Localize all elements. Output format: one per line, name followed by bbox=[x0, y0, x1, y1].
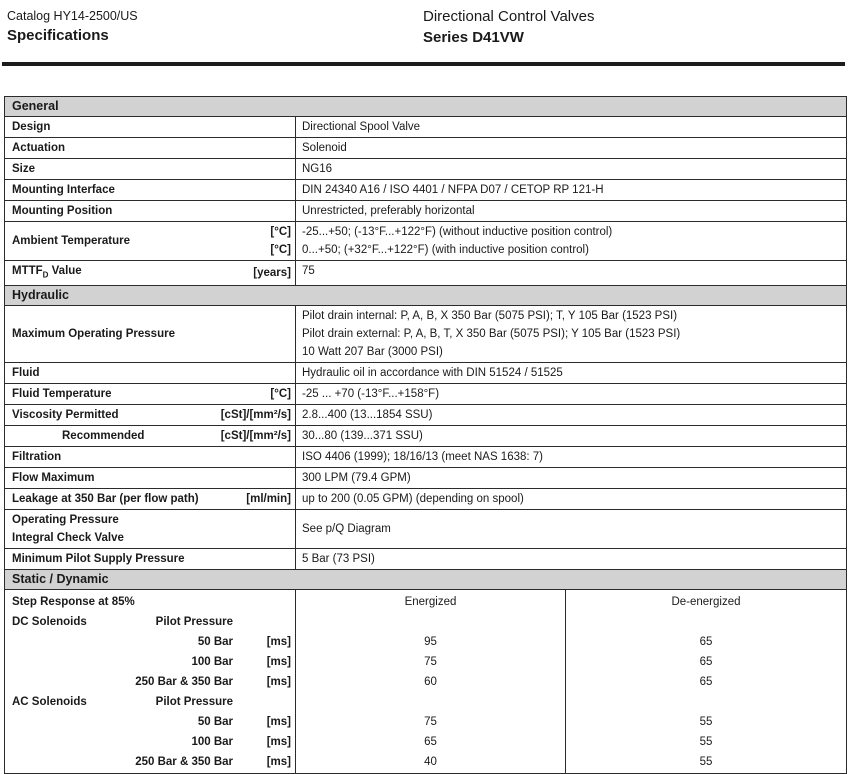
unit-label: [ms] bbox=[266, 756, 291, 769]
group-name: DC Solenoids bbox=[12, 616, 87, 629]
spec-value: -25 ... +70 (-13°F...+158°F) bbox=[302, 388, 440, 401]
spec-row-operating-pressure bbox=[5, 510, 846, 549]
spec-value-cell bbox=[296, 261, 846, 285]
spec-value: 75 bbox=[302, 265, 315, 277]
specifications-table bbox=[4, 96, 847, 774]
unit-labels bbox=[246, 490, 291, 508]
unit-labels bbox=[221, 427, 291, 445]
spec-label: Mounting Position bbox=[12, 205, 113, 217]
unit-labels bbox=[253, 264, 291, 282]
spec-row-leakage-at-350-bar-per-flow-path bbox=[5, 489, 846, 510]
spec-value-cell bbox=[296, 180, 846, 200]
energized-value: Energized bbox=[404, 596, 457, 609]
unit-label: [ms] bbox=[266, 656, 291, 669]
spec-value-cell bbox=[296, 306, 846, 362]
spec-value: 300 LPM (79.4 GPM) bbox=[302, 472, 411, 485]
spec-value: Pilot drain internal: P, A, B, X 350 Bar (5075 PSI); T, Y 105 Bar (1523 PSI) bbox=[302, 310, 678, 323]
spec-row-ambient-temperature bbox=[5, 222, 846, 261]
spec-label-cell bbox=[5, 180, 296, 200]
static-row-title: Step Response at 85% bbox=[12, 596, 135, 609]
spec-value-cell bbox=[296, 363, 846, 383]
static-dynamic-body bbox=[5, 590, 846, 773]
spec-row-actuation bbox=[5, 138, 846, 159]
spec-label: Flow Maximum bbox=[12, 472, 95, 485]
spec-label: Leakage at 350 Bar (per flow path) bbox=[12, 493, 199, 506]
spec-value: See p/Q Diagram bbox=[302, 523, 391, 536]
spec-value: Pilot drain external: P, A, B, T, X 350 Bar (5075 PSI); Y 105 Bar (1523 PSI) bbox=[302, 328, 681, 341]
unit-label: [°C] bbox=[270, 244, 291, 256]
pressure-label: 100 Bar bbox=[191, 656, 233, 669]
de-energized-value: 55 bbox=[699, 756, 713, 769]
spec-label-cell bbox=[5, 426, 296, 446]
static-group-dc-solenoids bbox=[5, 612, 295, 632]
page-title: Specifications bbox=[7, 27, 109, 44]
spec-value: -25...+50; (-13°F...+122°F) (without inductive position control) bbox=[302, 226, 613, 238]
spec-label-cell bbox=[5, 549, 296, 569]
energized-value: 60 bbox=[424, 676, 437, 689]
energized-value bbox=[296, 612, 565, 632]
spec-label-cell bbox=[5, 159, 296, 179]
unit-label: [°C] bbox=[270, 388, 291, 401]
spec-row-mttf bbox=[5, 261, 846, 286]
spec-value: NG16 bbox=[302, 163, 333, 175]
spec-label-cell bbox=[5, 384, 296, 404]
spec-label-cell bbox=[5, 363, 296, 383]
spec-label: Size bbox=[12, 163, 36, 175]
de-energized-value: 55 bbox=[699, 716, 713, 729]
spec-row-fluid bbox=[5, 363, 846, 384]
de-energized-value: 55 bbox=[699, 736, 713, 749]
unit-label: [ms] bbox=[266, 736, 291, 749]
unit-label: [ml/min] bbox=[246, 493, 291, 506]
spec-value-cell bbox=[296, 384, 846, 404]
unit-label: [cSt]/[mm²/s] bbox=[220, 430, 291, 443]
unit-labels bbox=[270, 385, 291, 403]
spec-label: Mounting Interface bbox=[12, 184, 115, 196]
section-header-general: General bbox=[5, 97, 846, 117]
spec-value-cell bbox=[296, 117, 846, 137]
static-group-ac-solenoids bbox=[5, 692, 295, 712]
group-label: Pilot Pressure bbox=[155, 696, 233, 709]
spec-label: $MTTF_D$ Value bbox=[12, 265, 82, 280]
pressure-label: 250 Bar & 350 Bar bbox=[135, 676, 233, 689]
spec-label: Recommended bbox=[62, 430, 145, 443]
de-energized-column bbox=[566, 590, 846, 773]
spec-value: ISO 4406 (1999); 18/16/13 (meet NAS 1638: 7) bbox=[302, 451, 544, 464]
energized-value: 75 bbox=[424, 656, 437, 669]
de-energized-value bbox=[566, 612, 846, 632]
spec-label-cell bbox=[5, 405, 296, 425]
spec-value: 0...+50; (+32°F...+122°F) (with inductive position control) bbox=[302, 244, 589, 256]
unit-label: [years] bbox=[253, 267, 291, 280]
spec-value-cell bbox=[296, 201, 846, 221]
spec-label-cell bbox=[5, 261, 296, 285]
spec-value: Unrestricted, preferably horizontal bbox=[302, 205, 475, 217]
unit-labels bbox=[270, 223, 291, 259]
spec-label: Actuation bbox=[12, 142, 66, 154]
spec-label: Viscosity Permitted bbox=[12, 409, 119, 422]
unit-label: [°C] bbox=[270, 226, 291, 238]
static-row-250-bar-350-bar bbox=[5, 752, 295, 772]
spec-label-cell bbox=[5, 510, 296, 548]
unit-label: [ms] bbox=[266, 716, 291, 729]
spec-label-cell bbox=[5, 222, 296, 260]
spec-value: 2.8...400 (13...1854 SSU) bbox=[302, 409, 433, 422]
spec-label: Ambient Temperature bbox=[12, 235, 131, 247]
header-rule bbox=[2, 62, 845, 66]
spec-value-cell bbox=[296, 510, 846, 548]
label-subscript: D bbox=[42, 270, 49, 280]
spec-row-mounting-interface bbox=[5, 180, 846, 201]
static-row-50-bar bbox=[5, 712, 295, 732]
energized-value bbox=[296, 692, 565, 712]
section-header-static-dynamic: Static / Dynamic bbox=[5, 570, 846, 590]
pressure-label: 50 Bar bbox=[197, 636, 233, 649]
spec-value: 10 Watt 207 Bar (3000 PSI) bbox=[302, 346, 443, 359]
spec-row-maximum-operating-pressure bbox=[5, 306, 846, 363]
spec-row-viscosity-permitted bbox=[5, 405, 846, 426]
spec-value-cell bbox=[296, 549, 846, 569]
spec-label: Minimum Pilot Supply Pressure bbox=[12, 553, 185, 566]
spec-row-flow-maximum bbox=[5, 468, 846, 489]
spec-value: Solenoid bbox=[302, 142, 347, 154]
document-title: Directional Control Valves bbox=[423, 8, 595, 25]
spec-row-recommended bbox=[5, 426, 846, 447]
spec-value-cell bbox=[296, 468, 846, 488]
spec-label-cell bbox=[5, 447, 296, 467]
energized-value: 75 bbox=[424, 716, 437, 729]
spec-label-cell bbox=[5, 468, 296, 488]
unit-spacer bbox=[233, 612, 295, 632]
energized-value: 65 bbox=[424, 736, 437, 749]
pressure-label: 100 Bar bbox=[191, 736, 233, 749]
page-header-right bbox=[423, 8, 594, 47]
series-title: Series D41VW bbox=[423, 29, 524, 46]
de-energized-value: 65 bbox=[699, 656, 713, 669]
de-energized-value: De-energized bbox=[671, 596, 741, 609]
pressure-label: 250 Bar & 350 Bar bbox=[135, 756, 233, 769]
unit-labels bbox=[221, 406, 291, 424]
page-header-left bbox=[7, 8, 138, 45]
spec-row-filtration bbox=[5, 447, 846, 468]
static-row-100-bar bbox=[5, 652, 295, 672]
de-energized-value: 65 bbox=[699, 676, 713, 689]
spec-value: DIN 24340 A16 / ISO 4401 / NFPA D07 / CETOP RP 121-H bbox=[302, 184, 604, 196]
spec-label-cell bbox=[5, 306, 296, 362]
spec-label: Fluid bbox=[12, 367, 40, 380]
unit-label: [ms] bbox=[266, 636, 291, 649]
spec-value: 5 Bar (73 PSI) bbox=[302, 553, 375, 566]
spec-value-cell bbox=[296, 159, 846, 179]
energized-value: 40 bbox=[424, 756, 437, 769]
energized-column bbox=[296, 590, 566, 773]
pressure-label: 50 Bar bbox=[197, 716, 233, 729]
spec-row-minimum-pilot-supply-pressure bbox=[5, 549, 846, 570]
static-row-100-bar bbox=[5, 732, 295, 752]
spec-label bbox=[12, 511, 124, 547]
catalog-number: Catalog HY14-2500/US bbox=[7, 9, 138, 23]
spec-label-cell bbox=[5, 489, 296, 509]
static-row-50-bar bbox=[5, 632, 295, 652]
static-row-250-bar-350-bar bbox=[5, 672, 295, 692]
spec-value-cell bbox=[296, 489, 846, 509]
spec-label-cell bbox=[5, 117, 296, 137]
unit-label: [ms] bbox=[266, 676, 291, 689]
spec-value: Hydraulic oil in accordance with DIN 51524 / 51525 bbox=[302, 367, 563, 380]
spec-value-cell bbox=[296, 426, 846, 446]
spec-row-design bbox=[5, 117, 846, 138]
spec-value-cell bbox=[296, 447, 846, 467]
static-labels-column bbox=[5, 590, 296, 773]
spec-value: up to 200 (0.05 GPM) (depending on spool) bbox=[302, 493, 524, 506]
de-energized-value: 65 bbox=[699, 636, 713, 649]
spec-label: Fluid Temperature bbox=[12, 388, 112, 401]
spec-value: Directional Spool Valve bbox=[302, 121, 421, 133]
spec-row-fluid-temperature bbox=[5, 384, 846, 405]
unit-label: [cSt]/[mm²/s] bbox=[220, 409, 291, 422]
energized-value: 95 bbox=[424, 636, 437, 649]
spec-row-mounting-position bbox=[5, 201, 846, 222]
spec-value-cell bbox=[296, 138, 846, 158]
spec-value: 30...80 (139...371 SSU) bbox=[302, 430, 423, 443]
section-header-hydraulic: Hydraulic bbox=[5, 286, 846, 306]
unit-spacer bbox=[233, 692, 295, 712]
spec-label: Design bbox=[12, 121, 51, 133]
spec-row-size bbox=[5, 159, 846, 180]
spec-label: Filtration bbox=[12, 451, 62, 464]
de-energized-value bbox=[566, 692, 846, 712]
label-line: Integral Check Valve bbox=[12, 532, 124, 545]
spec-label-cell bbox=[5, 138, 296, 158]
label-line: Operating Pressure bbox=[12, 514, 119, 527]
spec-label: Maximum Operating Pressure bbox=[12, 328, 175, 341]
spec-value-cell bbox=[296, 222, 846, 260]
group-label: Pilot Pressure bbox=[155, 616, 233, 629]
spec-value-cell bbox=[296, 405, 846, 425]
spec-label-cell bbox=[5, 201, 296, 221]
group-name: AC Solenoids bbox=[12, 696, 87, 709]
